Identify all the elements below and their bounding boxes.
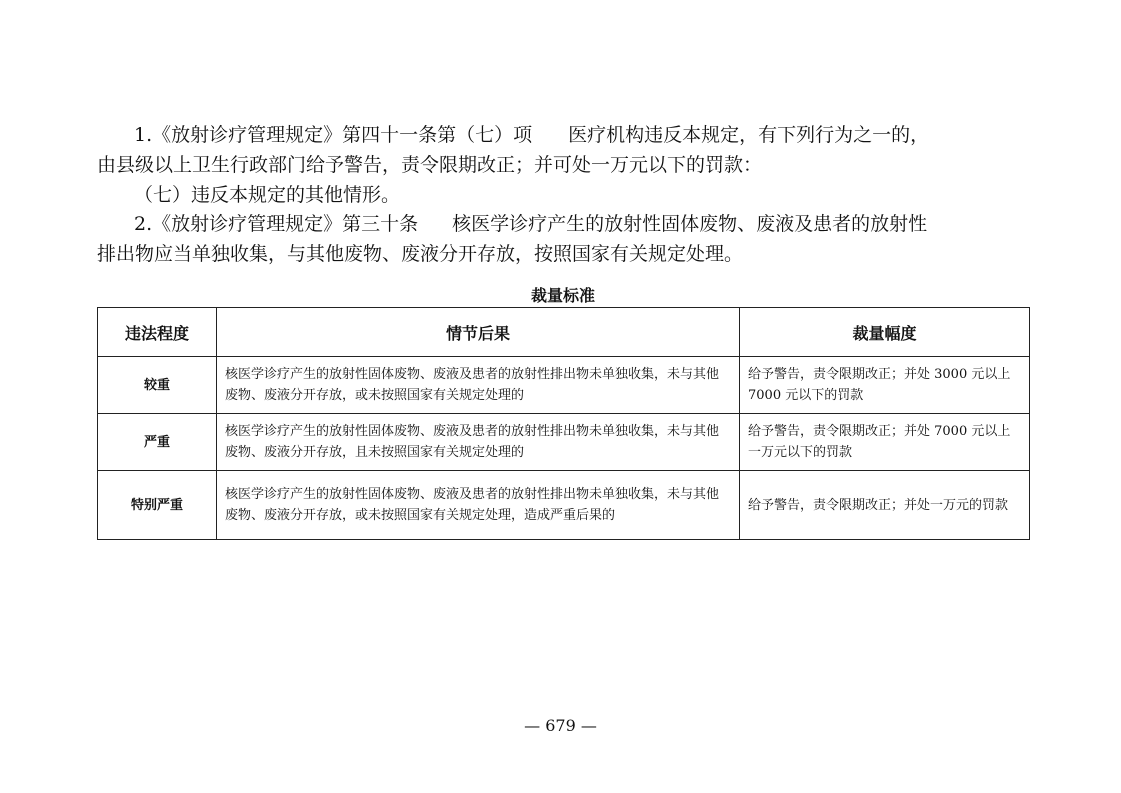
consequence-cell: 核医学诊疗产生的放射性固体废物、废液及患者的放射性排出物未单独收集，未与其他废物、废液分开存放，或未按照国家有关规定处理的	[217, 357, 740, 414]
article-2-line-2: 排出物应当单独收集，与其他废物、废液分开存放，按照国家有关规定处理。	[97, 243, 744, 265]
article-1-line-1	[134, 121, 929, 150]
violation-level: 严重	[98, 414, 217, 471]
article-2-text: 核医学诊疗产生的放射性固体废物、废液及患者的放射性	[452, 213, 928, 235]
table-header-row	[98, 308, 1030, 357]
table-row	[98, 414, 1030, 471]
article-1-line-2: 由县级以上卫生行政部门给予警告，责令限期改正；并可处一万元以下的罚款：	[97, 154, 763, 176]
penalty-cell: 给予警告，责令限期改正；并处 7000 元以上一万元以下的罚款	[740, 414, 1030, 471]
header-violation-degree: 违法程度	[98, 308, 217, 357]
article-1-citation: 1.《放射诊疗管理规定》第四十一条第（七）项	[134, 124, 533, 146]
article-1-item-7: （七）违反本规定的其他情形。	[134, 184, 401, 206]
discretion-standard-table	[97, 307, 1030, 540]
header-circumstances: 情节后果	[217, 308, 740, 357]
table-row	[98, 471, 1030, 540]
penalty-cell: 给予警告，责令限期改正；并处 3000 元以上 7000 元以下的罚款	[740, 357, 1030, 414]
article-2-line-1	[134, 210, 927, 239]
consequence-cell: 核医学诊疗产生的放射性固体废物、废液及患者的放射性排出物未单独收集，未与其他废物、废液分开存放，或未按照国家有关规定处理，造成严重后果的	[217, 471, 740, 540]
header-penalty-range: 裁量幅度	[740, 308, 1030, 357]
violation-level: 特别严重	[98, 471, 217, 540]
violation-level: 较重	[98, 357, 217, 414]
consequence-cell: 核医学诊疗产生的放射性固体废物、废液及患者的放射性排出物未单独收集，未与其他废物、废液分开存放，且未按照国家有关规定处理的	[217, 414, 740, 471]
article-2-citation: 2.《放射诊疗管理规定》第三十条	[134, 213, 419, 235]
table-row	[98, 357, 1030, 414]
table-title: 裁量标准	[530, 286, 595, 305]
article-1-text: 医疗机构违反本规定，有下列行为之一的，	[568, 124, 930, 146]
penalty-cell: 给予警告，责令限期改正；并处一万元的罚款	[740, 471, 1030, 540]
page-number: — 679 —	[524, 716, 597, 735]
